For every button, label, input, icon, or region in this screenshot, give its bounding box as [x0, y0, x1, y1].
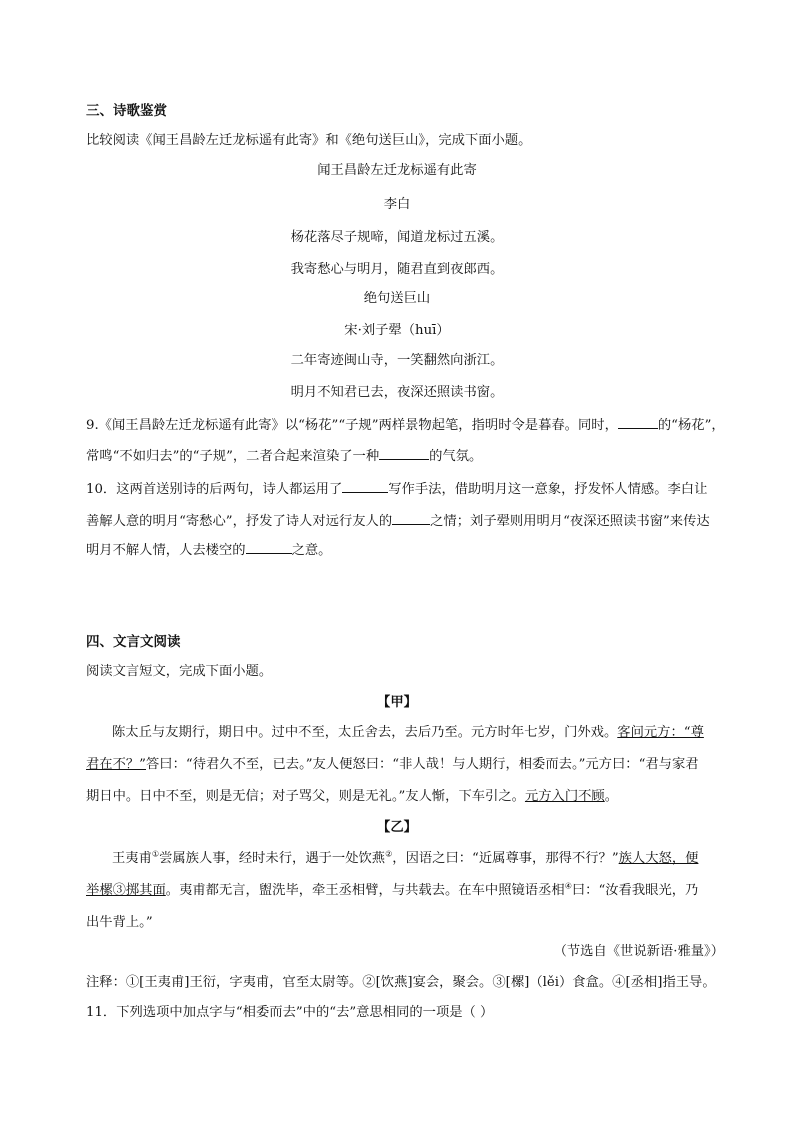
section-heading-poetry: 三、诗歌鉴赏: [86, 103, 167, 119]
q9-text-a: 9.《闻王昌龄左迁龙标遥有此寄》以“杨花”“子规”两样景物起笔，指明时令是暮春。同时，: [86, 418, 618, 433]
question-10-line2: [86, 510, 724, 532]
jia-l1-underlined: 客问元方：“尊: [617, 725, 704, 740]
passage-yi-line1: [112, 849, 724, 869]
passage-jia-label: 【甲】: [377, 695, 417, 710]
poem1-line2: 我寄愁心与明月，随君直到夜郎西。: [290, 262, 504, 277]
poem2-line2: 明月不知君已去，夜深还照读书窗。: [290, 385, 504, 400]
passage-yi-line3: 出牛背上。”: [86, 915, 153, 930]
q10-text-e: 明月不解人情，人去楼空的: [86, 543, 246, 558]
q10-text-f: 之意。: [291, 543, 332, 558]
jia-l3-underlined: 元方入门不顾: [524, 789, 605, 804]
poem2-line1: 二年寄迹闽山寺，一笑翻然向浙江。: [290, 353, 504, 368]
passage-jia-line3: [86, 787, 724, 807]
passage-yi-label: 【乙】: [377, 820, 417, 835]
poem1-line1: 杨花落尽子规啼，闻道龙标过五溪。: [290, 230, 504, 245]
passage-source: （节选自《世说新语·雅量》）: [553, 944, 724, 959]
question-9-line2: [86, 445, 724, 467]
question-9-line1: [86, 414, 724, 436]
passage-notes: 注释：①[王夷甫]王衍，字夷甫，官至太尉等。②[饮燕]宴会，聚会。③[樏]（lěi）食盒。④[丞相]指王导。: [86, 975, 716, 990]
jia-l3-text: 期日中。日中不至，则是无信；对子骂父，则是无礼。”友人惭，下车引之。: [86, 789, 525, 804]
poem1-author: 李白: [383, 197, 411, 212]
yi-l1-underlined: 族人大怒，便: [618, 851, 699, 866]
jia-l1-text: 陈太丘与友期行，期日中。过中不至，太丘舍去，去后乃至。元方时年七岁，门外戏。: [112, 725, 618, 740]
question-10-line3: [86, 539, 724, 561]
yi-l1-text-b: 尝属族人事，经时未行，遇于一处饮燕: [159, 851, 386, 866]
question-11: 11．下列选项中加点字与“相委而去”中的“去”意思相同的一项是（ ）: [86, 1005, 494, 1020]
q10-blank-1[interactable]: [342, 478, 388, 493]
poem2-author: 宋·刘子翚（huī）: [344, 323, 450, 338]
question-10-line1: [86, 478, 724, 500]
q10-blank-3[interactable]: [246, 539, 292, 554]
passage-jia-line2: [86, 755, 724, 775]
q9-text-d: 的气氛。: [429, 449, 483, 464]
jia-l3-end: 。: [604, 789, 619, 804]
yi-l2-text-b: 曰：“汝看我眼光，乃: [571, 883, 699, 898]
yi-note-ref-4: ④: [564, 881, 572, 891]
poem1-title: 闻王昌龄左迁龙标遥有此寄: [317, 163, 477, 178]
q9-text-c: 常鸣“不如归去”的“子规”，二者合起来渲染了一种: [86, 449, 380, 464]
yi-note-ref-2: ②: [385, 849, 393, 859]
q10-blank-2[interactable]: [392, 510, 430, 525]
poem2-title: 绝句送巨山: [363, 291, 431, 306]
jia-l2-text: 答曰：“待君久不至，已去。”友人便怒曰：“非人哉！与人期行，相委而去。”元方曰：“君与家君: [146, 757, 699, 772]
passage-yi-line2: [86, 881, 724, 901]
classical-intro: 阅读文言短文，完成下面小题。: [86, 664, 273, 679]
q10-text-c: 善解人意的明月“寄愁心”，抒发了诗人对远行友人的: [86, 514, 393, 529]
poetry-intro: 比较阅读《闻王昌龄左迁龙标遥有此寄》和《绝句送巨山》，完成下面小题。: [86, 133, 532, 148]
q10-text-b: 写作手法，借助明月这一意象，抒发怀人情感。李白让: [388, 482, 708, 497]
q10-text-a: 10．这两首送别诗的后两句，诗人都运用了: [86, 482, 343, 497]
section-heading-classical: 四、文言文阅读: [86, 634, 181, 650]
q9-blank-2[interactable]: [379, 445, 429, 460]
yi-l1-text-c: ，因语之曰：“近属尊事，那得不行？”: [392, 851, 619, 866]
yi-l2-text-a: 。夷甫都无言，盥洗毕，牵王丞相臂，与共载去。在车中照镜语丞相: [165, 883, 565, 898]
q9-text-b: 的“杨花”，: [657, 418, 725, 433]
q10-text-d: 之情；刘子翚则用明月“夜深还照读书窗”来传达: [430, 514, 710, 529]
yi-l2-underlined: 举樏③掷其面: [86, 883, 166, 898]
yi-note-ref-1: ①: [151, 849, 160, 859]
yi-l1-text-a: 王夷甫: [112, 851, 152, 866]
passage-jia-line1: [112, 723, 724, 743]
q9-blank-1[interactable]: [618, 414, 658, 429]
jia-l2-underlined: 君在不？”: [86, 757, 146, 772]
